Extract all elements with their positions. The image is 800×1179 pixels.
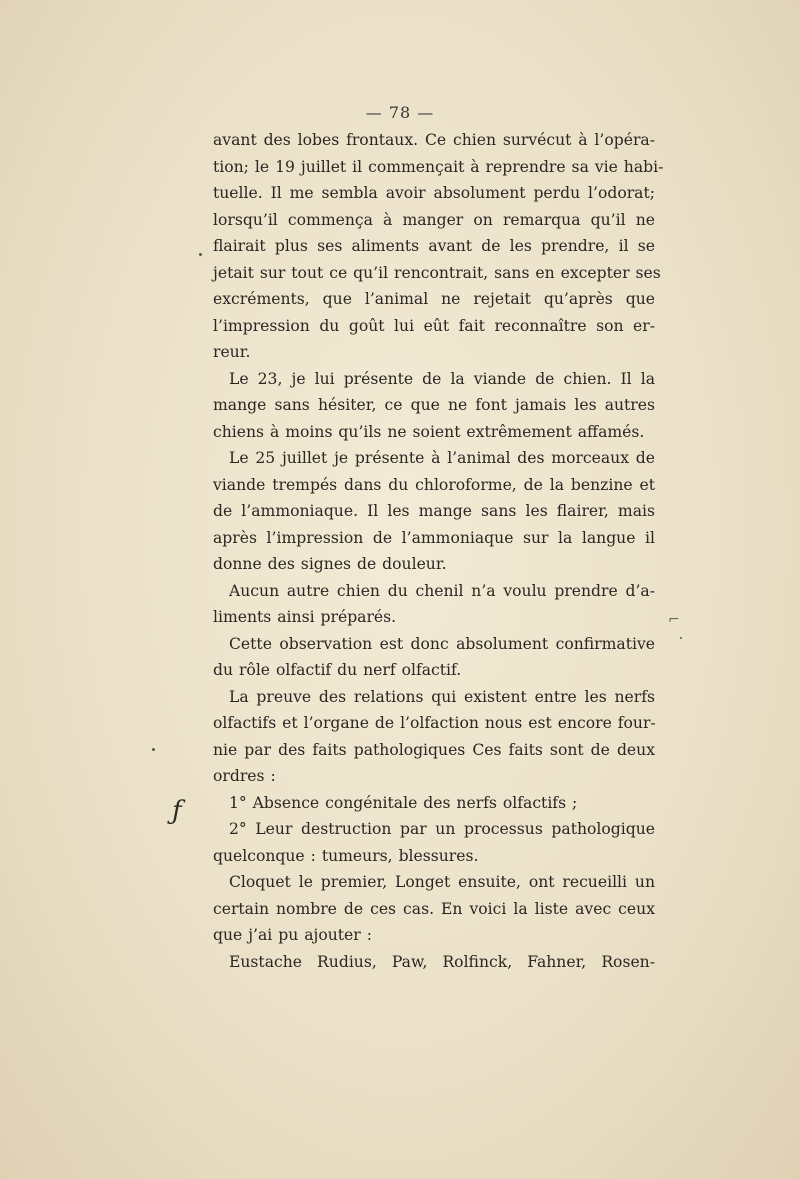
page-number: — 78 — bbox=[365, 103, 435, 122]
text-line: flairait plus ses aliments avant de les prendre, il se bbox=[213, 237, 655, 255]
text-line: viande trempés dans du chloroforme, de la benzine et bbox=[213, 475, 655, 494]
paper-speck bbox=[680, 637, 682, 639]
text-line: jetait sur tout ce qu’il rencontrait, sans en excepter ses bbox=[213, 263, 661, 282]
text-line: Cloquet le premier, Longet ensuite, ont recueilli un bbox=[229, 873, 655, 891]
text-line: de l’ammoniaque. Il les mange sans les flairer, mais bbox=[213, 502, 655, 520]
text-line: olfactifs et l’organe de l’olfaction nous est encore four- bbox=[213, 714, 656, 732]
paper-speck bbox=[152, 748, 155, 751]
text-line: La preuve des relations qui existent entre les nerfs bbox=[229, 687, 655, 706]
text-line: du rôle olfactif du nerf olfactif. bbox=[213, 661, 462, 679]
text-line: tion; le 19 juillet il commençait à reprendre sa vie habi- bbox=[213, 157, 664, 176]
text-line: quelconque : tumeurs, blessures. bbox=[213, 846, 479, 865]
text-line: 2° Leur destruction par un processus pathologique bbox=[229, 820, 655, 838]
text-line: nie par des faits pathologiques Ces faits sont de deux bbox=[213, 740, 655, 759]
text-line: mange sans hésiter, ce que ne font jamais les autres bbox=[213, 396, 655, 414]
text-line: Le 23, je lui présente de la viande de chien. Il la bbox=[229, 369, 655, 388]
text-line: donne des signes de douleur. bbox=[213, 555, 447, 573]
text-line: Le 25 juillet je présente à l’animal des morceaux de bbox=[229, 449, 655, 467]
text-line: que j’ai pu ajouter : bbox=[213, 926, 372, 944]
text-line: Aucun autre chien du chenil n’a voulu prendre d’a- bbox=[229, 581, 655, 600]
text-line: reur. bbox=[213, 343, 251, 361]
text-line: lorsqu’il commença à manger on remarqua qu’il ne bbox=[213, 210, 655, 229]
text-line: certain nombre de ces cas. En voici la liste avec ceux bbox=[213, 899, 655, 918]
text-line: Cette observation est donc absolument confirmative bbox=[229, 634, 655, 653]
pencil-annotation: ⌐ bbox=[668, 612, 680, 628]
text-line: ordres : bbox=[213, 767, 276, 785]
text-line: après l’impression de l’ammoniaque sur la langue il bbox=[213, 528, 655, 547]
text-line: avant des lobes frontaux. Ce chien survécut à l’opéra- bbox=[213, 131, 655, 149]
body-text bbox=[213, 127, 664, 975]
text-line: excréments, que l’animal ne rejetait qu’après que bbox=[213, 290, 655, 308]
text-line: Eustache Rudius, Paw, Rolfinck, Fahner, Rosen- bbox=[229, 952, 655, 971]
text-line: 1° Absence congénitale des nerfs olfactifs ; bbox=[229, 793, 578, 812]
paper-speck bbox=[199, 253, 202, 256]
text-line: chiens à moins qu’ils ne soient extrêmement affamés. bbox=[213, 422, 645, 441]
text-line: liments ainsi préparés. bbox=[213, 608, 397, 626]
handwritten-margin-mark: ƒ bbox=[172, 796, 182, 826]
text-line: l’impression du goût lui eût fait reconnaître son er- bbox=[213, 316, 655, 335]
text-line: tuelle. Il me sembla avoir absolument perdu l’odorat; bbox=[213, 184, 655, 202]
